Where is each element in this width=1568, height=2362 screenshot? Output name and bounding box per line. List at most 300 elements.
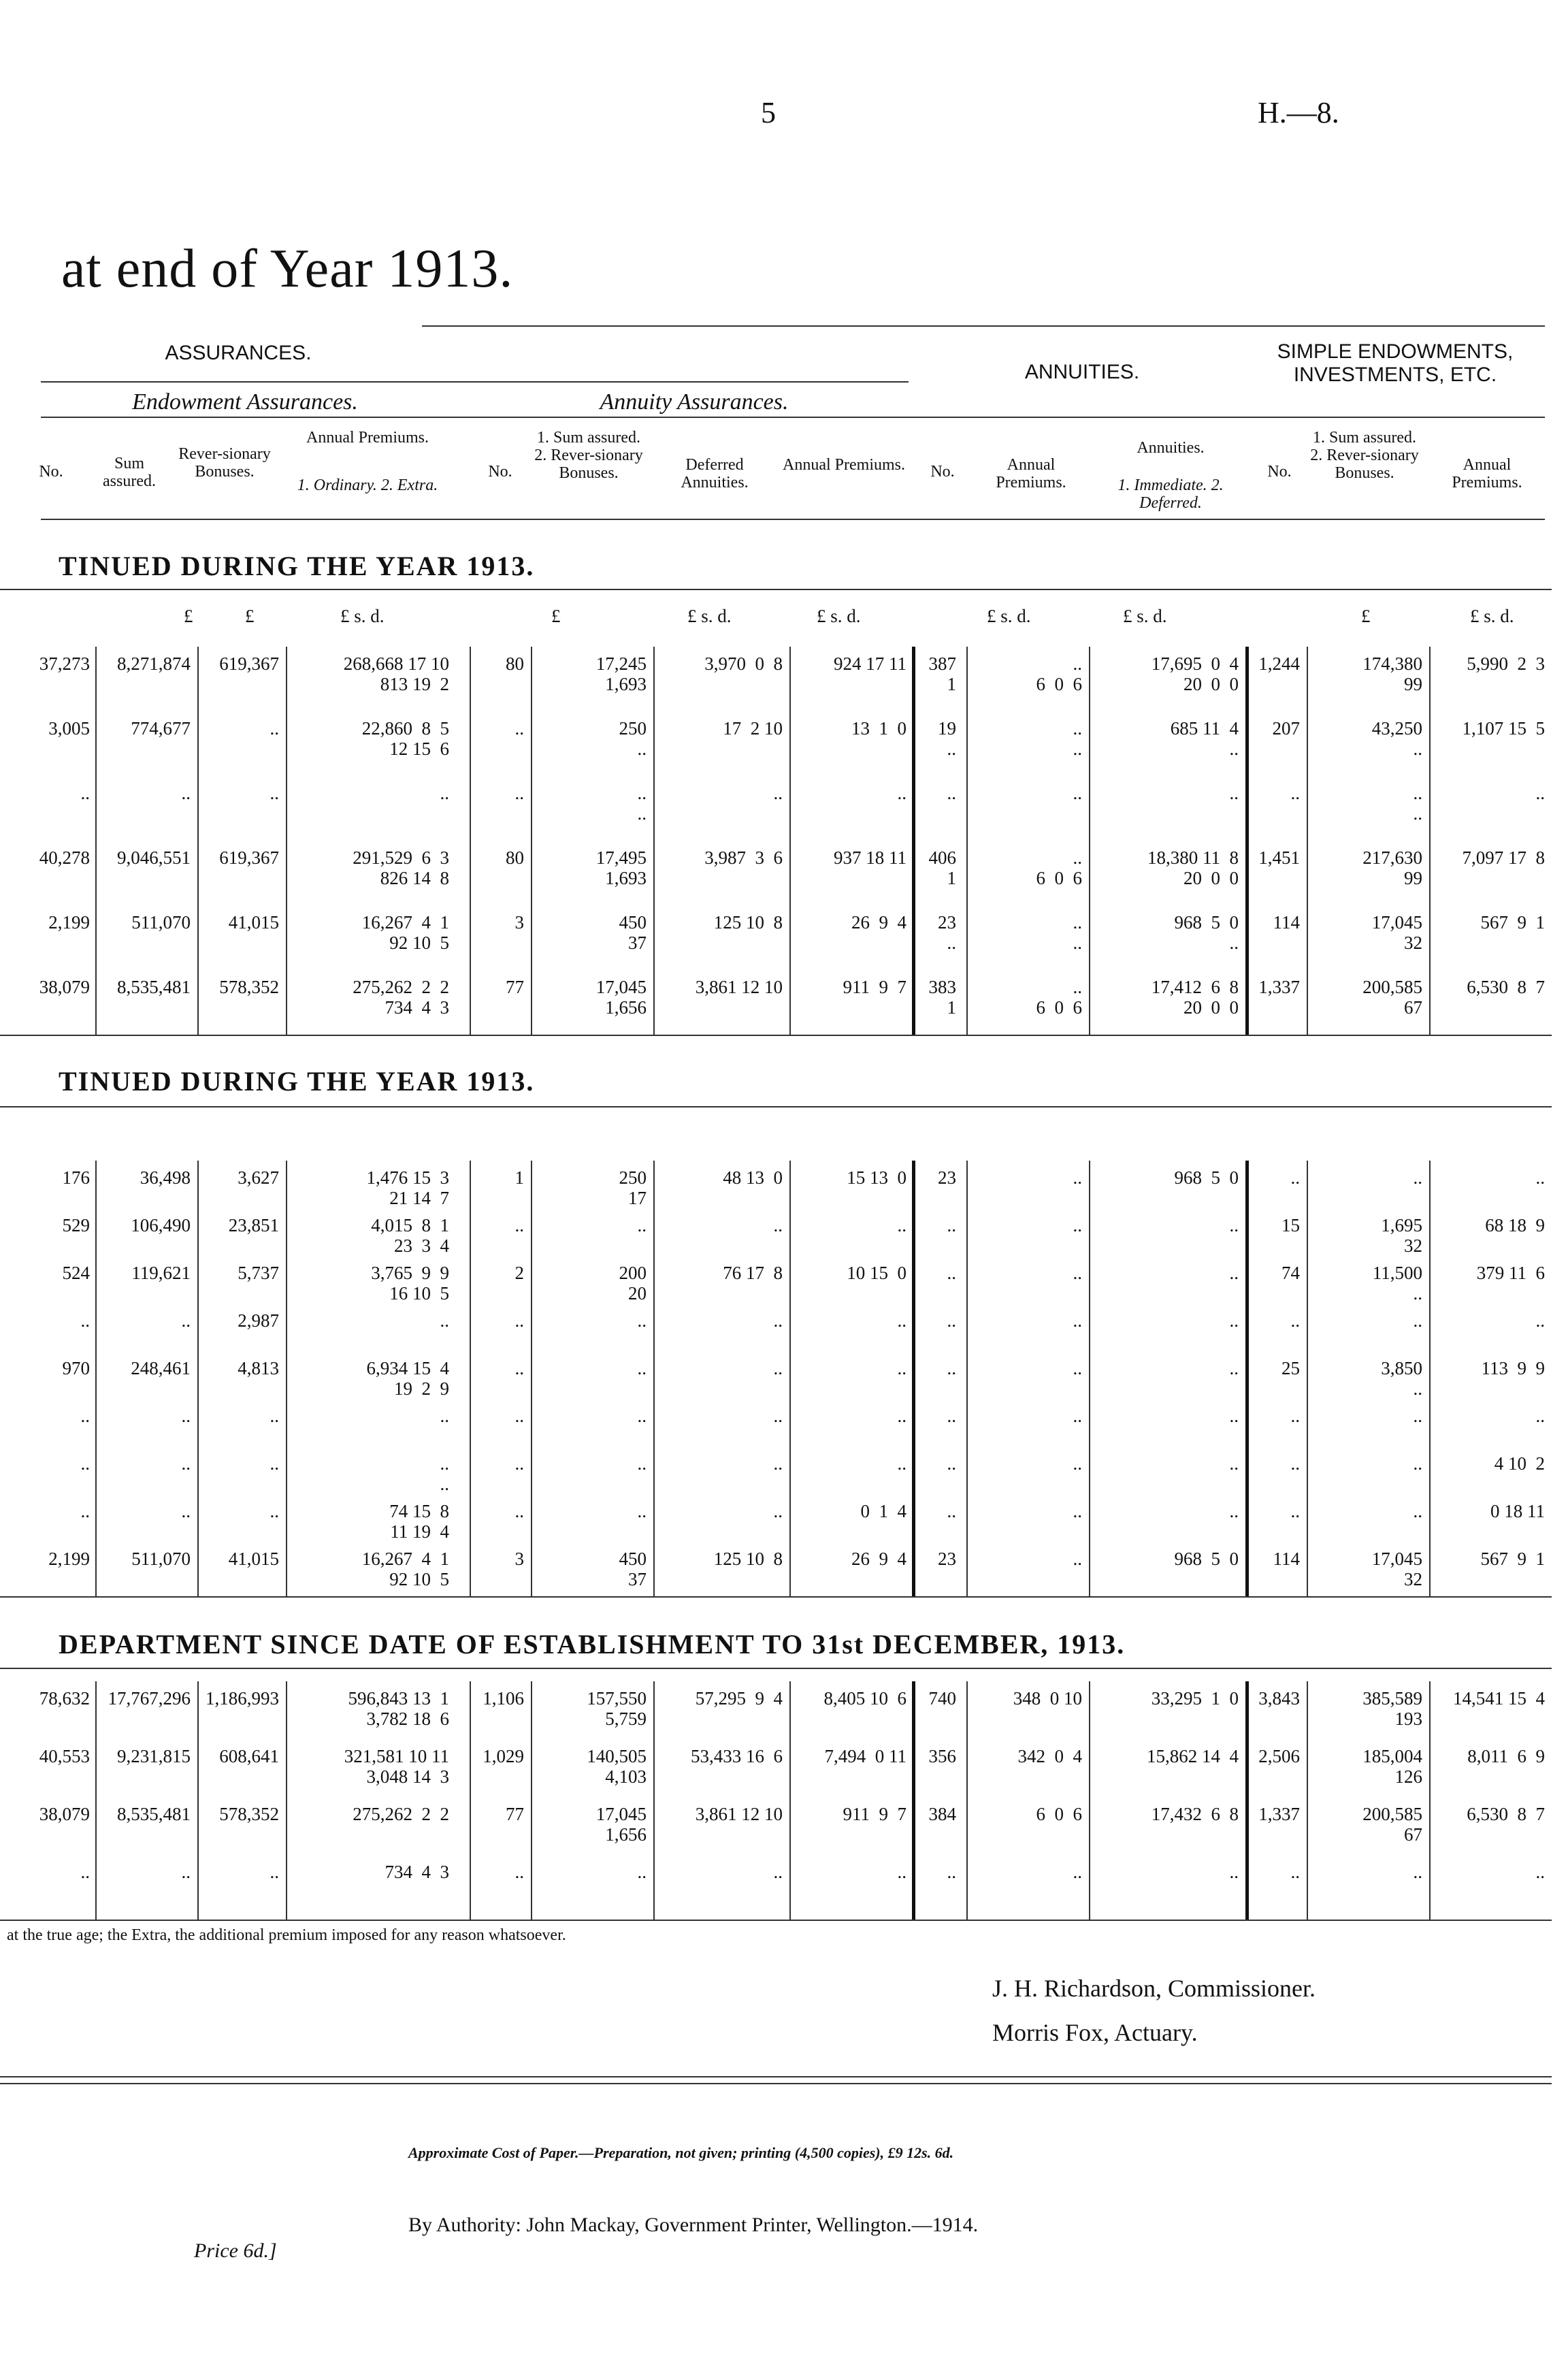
cell-premiums: 16,267 4 1 92 10 5	[361, 912, 449, 953]
cell-annuity-no: ..	[514, 1862, 524, 1882]
cell-annuity-sum: 250 ..	[619, 718, 647, 759]
cell-annuities: 17,432 6 8	[1151, 1804, 1239, 1824]
cell-annuity-sum: ..	[637, 1358, 647, 1378]
cell-sum-assured: ..	[181, 1406, 191, 1426]
cell-annuity-sum: 157,550 5,759	[587, 1688, 647, 1729]
cell-premiums: 275,262 2 2	[353, 1804, 449, 1824]
cell-annuities-no: ..	[947, 1862, 956, 1882]
column-divider	[531, 647, 532, 1035]
cell-annuity-no: ..	[514, 1310, 524, 1331]
cell-rev-bonuses: 5,737	[238, 1263, 279, 1283]
cell-rev-bonuses: 41,015	[228, 1549, 279, 1569]
column-divider	[470, 1161, 471, 1596]
cell-annuity-premiums: ..	[897, 1358, 906, 1378]
cell-annuity-no: ..	[514, 783, 524, 803]
col-deferred-annuities: Deferred Annuities.	[681, 456, 749, 491]
unit-label: £ s. d.	[1470, 606, 1514, 626]
cell-annuity-no: ..	[514, 1358, 524, 1378]
unit-label: £ s. d.	[987, 606, 1031, 626]
cell-premiums: ..	[440, 783, 449, 803]
cell-deferred: 76 17 8	[723, 1263, 783, 1283]
cell-simple-no: 2,506	[1258, 1746, 1300, 1766]
cell-annuities-no: 356	[928, 1746, 956, 1766]
cell-simple-sum: 1,695 32	[1381, 1215, 1422, 1256]
cell-simple-no: ..	[1290, 783, 1300, 803]
cell-simple-sum: 3,850 ..	[1381, 1358, 1422, 1399]
cell-premiums: 22,860 8 5 12 15 6	[361, 718, 449, 759]
cell-no: ..	[80, 1453, 90, 1474]
section-1-bottom-rule	[0, 1035, 1552, 1036]
col-no-simple: No.	[1267, 463, 1292, 481]
cell-annuity-premiums: ..	[897, 783, 906, 803]
cell-annuities-premiums: ..	[1073, 783, 1082, 803]
cell-simple-premiums: 6,530 8 7	[1467, 977, 1545, 997]
cost-of-paper: Approximate Cost of Paper.—Preparation, not given; printing (4,500 copies), £9 12s. 6d.	[408, 2144, 954, 2161]
col-simple-sum: 1. Sum assured. 2. Rever-sionary Bonuses.	[1310, 429, 1419, 482]
cell-simple-premiums: 8,011 6 9	[1467, 1746, 1545, 1766]
cell-annuities-no: 19 ..	[938, 718, 956, 759]
cell-annuities-no: ..	[947, 1501, 956, 1521]
cell-annuity-sum: ..	[637, 1406, 647, 1426]
cell-simple-sum: ..	[1413, 1862, 1422, 1882]
column-divider	[966, 1161, 968, 1596]
cell-sum-assured: 119,621	[131, 1263, 191, 1283]
col-no-annuities: No.	[930, 463, 955, 481]
column-divider	[1307, 1681, 1308, 1920]
cell-annuities-no: 740	[928, 1688, 956, 1709]
cell-annuity-sum: 17,045 1,656	[595, 977, 647, 1018]
cell-annuity-premiums: 911 9 7	[843, 1804, 906, 1824]
cell-simple-premiums: 5,990 2 3	[1467, 653, 1545, 674]
group-annuities: ANNUITIES.	[1024, 361, 1140, 383]
cell-annuity-premiums: 7,494 0 11	[824, 1746, 906, 1766]
cell-sum-assured: ..	[181, 783, 191, 803]
cell-sum-assured: 511,070	[131, 912, 191, 933]
column-divider	[197, 1681, 199, 1920]
cell-deferred: 125 10 8	[713, 1549, 783, 1569]
column-divider	[789, 647, 791, 1035]
cell-annuity-sum: 140,505 4,103	[587, 1746, 647, 1787]
cell-annuity-no: 2	[514, 1263, 524, 1283]
col-annual-premiums: Annual Premiums.	[306, 429, 429, 447]
cell-no: 37,273	[39, 653, 90, 674]
cell-premiums: ..	[440, 1406, 449, 1426]
cell-no: 2,199	[48, 1549, 90, 1569]
cell-simple-no: 1,451	[1258, 847, 1300, 868]
column-divider	[1089, 1161, 1090, 1596]
cell-no: ..	[80, 1310, 90, 1331]
cell-simple-no: ..	[1290, 1862, 1300, 1882]
cell-simple-sum: 385,589 193	[1362, 1688, 1422, 1729]
cell-sum-assured: 511,070	[131, 1549, 191, 1569]
column-divider	[286, 647, 287, 1035]
cell-annuity-sum: 450 37	[619, 912, 647, 953]
cell-annuities: 15,862 14 4	[1147, 1746, 1239, 1766]
cell-annuities-no: 406 1	[928, 847, 956, 888]
unit-label: £ s. d.	[687, 606, 732, 626]
cell-annuity-sum: ..	[637, 1215, 647, 1235]
signature-actuary: Morris Fox, Actuary.	[992, 2019, 1198, 2046]
cell-simple-no: 114	[1273, 912, 1300, 933]
section-3-rule	[0, 1668, 1552, 1669]
cell-no: 970	[62, 1358, 90, 1378]
cell-simple-no: ..	[1290, 1167, 1300, 1188]
cell-rev-bonuses: ..	[270, 1406, 279, 1426]
column-divider	[531, 1161, 532, 1596]
cell-simple-sum: 200,585 67	[1362, 977, 1422, 1018]
cell-annuities: 18,380 11 8 20 0 0	[1147, 847, 1239, 888]
cell-no: 3,005	[48, 718, 90, 739]
unit-label: £ s. d.	[340, 606, 385, 626]
cell-annuities: ..	[1229, 1215, 1239, 1235]
cell-sum-assured: 9,231,815	[117, 1746, 191, 1766]
column-divider	[1089, 647, 1090, 1035]
column-divider	[286, 1161, 287, 1596]
group-endowment-assurances: Endowment Assurances.	[132, 389, 358, 415]
cell-deferred: ..	[773, 1215, 783, 1235]
unit-label: £ s. d.	[817, 606, 861, 626]
cell-rev-bonuses: 23,851	[228, 1215, 279, 1235]
col-sum-assured: Sum assured.	[103, 455, 156, 490]
printer-authority: By Authority: John Mackay, Government Printer, Wellington.—1914.	[408, 2214, 979, 2236]
cell-simple-no: 3,843	[1258, 1688, 1300, 1709]
cell-annuities: ..	[1229, 783, 1239, 803]
column-divider	[789, 1681, 791, 1920]
cell-annuities-no: 383 1	[928, 977, 956, 1018]
cell-annuity-no: 80	[506, 847, 524, 868]
column-divider	[286, 1681, 287, 1920]
unit-label: £	[551, 606, 561, 626]
cell-deferred: 17 2 10	[723, 718, 783, 739]
cell-sum-assured: 36,498	[140, 1167, 191, 1188]
cell-simple-no: 207	[1272, 718, 1300, 739]
cell-sum-assured: 8,535,481	[117, 1804, 191, 1824]
cell-annuities-no: ..	[947, 1215, 956, 1235]
cell-premiums: ..	[440, 1310, 449, 1331]
cell-simple-premiums: ..	[1535, 1406, 1545, 1426]
section-heading-3: DEPARTMENT SINCE DATE OF ESTABLISHMENT TO 31st DECEMBER, 1913.	[59, 1629, 1126, 1660]
cell-rev-bonuses: 1,186,993	[206, 1688, 279, 1709]
cell-annuities-premiums: 342 0 4	[1017, 1746, 1082, 1766]
col-sum-bonus: 1. Sum assured. 2. Rever-sionary Bonuses.	[534, 429, 643, 482]
cell-simple-premiums: 113 9 9	[1481, 1358, 1545, 1378]
cell-deferred: ..	[773, 1310, 783, 1331]
cell-simple-sum: ..	[1413, 1453, 1422, 1474]
header-sub-rule	[41, 417, 1545, 418]
cell-annuities: 968 5 0 ..	[1174, 912, 1239, 953]
cell-simple-sum: ..	[1413, 1406, 1422, 1426]
cell-simple-no: 74	[1281, 1263, 1300, 1283]
cell-annuity-no: ..	[514, 1453, 524, 1474]
cell-premiums: 74 15 8 11 19 4	[389, 1501, 449, 1542]
cell-simple-no: 25	[1281, 1358, 1300, 1378]
cell-annuity-sum: ..	[637, 1310, 647, 1331]
cell-annuity-no: 80	[506, 653, 524, 674]
unit-label: £	[245, 606, 255, 626]
unit-label: £	[1361, 606, 1371, 626]
cell-simple-premiums: 379 11 6	[1476, 1263, 1545, 1283]
cell-rev-bonuses: 2,987	[238, 1310, 279, 1331]
cell-annuity-premiums: 937 18 11	[834, 847, 906, 868]
cell-annuities-premiums: .. 6 0 6	[1036, 847, 1082, 888]
cell-rev-bonuses: ..	[270, 1453, 279, 1474]
footer-rule-1	[0, 2076, 1552, 2077]
column-divider	[1089, 1681, 1090, 1920]
cell-annuity-sum: 200 20	[619, 1263, 647, 1304]
cell-sum-assured: ..	[181, 1862, 191, 1882]
column-divider	[653, 1161, 655, 1596]
cell-no: 529	[62, 1215, 90, 1235]
cell-premiums: 16,267 4 1 92 10 5	[361, 1549, 449, 1589]
cell-annuities: 17,412 6 8 20 0 0	[1151, 977, 1239, 1018]
cell-deferred: 53,433 16 6	[691, 1746, 783, 1766]
cell-annuities: 33,295 1 0	[1151, 1688, 1239, 1709]
cell-simple-no: ..	[1290, 1310, 1300, 1331]
cell-simple-premiums: 1,107 15 5	[1462, 718, 1545, 739]
cell-simple-premiums: 68 18 9	[1485, 1215, 1545, 1235]
cell-annuity-no: ..	[514, 1501, 524, 1521]
column-divider	[789, 1161, 791, 1596]
cell-annuities-no: ..	[947, 1406, 956, 1426]
col-simple-premiums: Annual Premiums.	[1452, 456, 1522, 491]
cell-annuity-no: ..	[514, 1406, 524, 1426]
cell-annuity-premiums: 13 1 0	[851, 718, 906, 739]
cell-simple-sum: .. ..	[1413, 783, 1422, 824]
cell-sum-assured: 248,461	[131, 1358, 191, 1378]
cell-premiums: 6,934 15 4 19 2 9	[366, 1358, 449, 1399]
col-no: No.	[39, 463, 63, 481]
cell-annuity-premiums: 26 9 4	[851, 912, 906, 933]
cell-annuity-premiums: 911 9 7	[843, 977, 906, 997]
cell-simple-premiums: ..	[1535, 1167, 1545, 1188]
col-annuity-types: 1. Immediate. 2. Deferred.	[1117, 476, 1224, 512]
cell-rev-bonuses: 608,641	[219, 1746, 279, 1766]
col-annuity-premiums: Annual Premiums.	[996, 456, 1066, 491]
cell-annuities-premiums: 6 0 6	[1036, 1804, 1082, 1824]
cell-deferred: ..	[773, 1406, 783, 1426]
cell-annuity-sum: 17,495 1,693	[595, 847, 647, 888]
col-no-annuity: No.	[488, 463, 512, 481]
cell-simple-premiums: ..	[1535, 1862, 1545, 1882]
cell-simple-premiums: ..	[1535, 1310, 1545, 1331]
header-bottom-rule	[41, 519, 1545, 520]
cell-annuities-premiums: ..	[1073, 1167, 1082, 1188]
cell-premiums: 4,015 8 1 23 3 4	[371, 1215, 449, 1256]
cell-simple-premiums: 4 10 2	[1494, 1453, 1545, 1474]
footnote: at the true age; the Extra, the additional premium imposed for any reason whatsoever.	[7, 1926, 566, 1944]
cell-deferred: 3,970 0 8	[704, 653, 783, 674]
cell-annuities-premiums: 348 0 10	[1013, 1688, 1082, 1709]
cell-simple-sum: 43,250 ..	[1371, 718, 1422, 759]
cell-simple-no: 114	[1273, 1549, 1300, 1569]
cell-annuities-no: ..	[947, 1263, 956, 1283]
cell-annuities-premiums: ..	[1073, 1862, 1082, 1882]
column-divider	[1245, 1161, 1249, 1596]
cell-sum-assured: ..	[181, 1453, 191, 1474]
cell-annuity-no: ..	[514, 718, 524, 739]
cell-simple-no: 1,244	[1258, 653, 1300, 674]
cell-annuity-premiums: 0 1 4	[860, 1501, 906, 1521]
cell-simple-sum: 185,004 126	[1362, 1746, 1422, 1787]
cell-annuity-premiums: 15 13 0	[847, 1167, 906, 1188]
cell-rev-bonuses: 578,352	[219, 977, 279, 997]
column-divider	[197, 647, 199, 1035]
cell-annuities-no: 23 ..	[938, 912, 956, 953]
column-divider	[1245, 1681, 1249, 1920]
cell-annuity-no: 3	[514, 1549, 524, 1569]
cell-no: 40,278	[39, 847, 90, 868]
cell-annuities: ..	[1229, 1358, 1239, 1378]
cell-annuity-no: ..	[514, 1215, 524, 1235]
cell-premiums: 268,668 17 10 813 19 2	[343, 653, 449, 694]
cell-annuities-premiums: .. 6 0 6	[1036, 977, 1082, 1018]
cell-rev-bonuses: ..	[270, 1862, 279, 1882]
signature-commissioner: J. H. Richardson, Commissioner.	[992, 1975, 1316, 2002]
group-annuity-assurances: Annuity Assurances.	[600, 389, 789, 415]
unit-label: £	[184, 606, 193, 626]
column-divider	[1307, 1161, 1308, 1596]
cell-deferred: 125 10 8	[713, 912, 783, 933]
cell-annuity-sum: ..	[637, 1501, 647, 1521]
page-title: at end of Year 1913.	[61, 239, 514, 299]
cell-annuities-premiums: .. 6 0 6	[1036, 653, 1082, 694]
section-3-bottom-rule	[0, 1920, 1552, 1921]
cell-sum-assured: 17,767,296	[108, 1688, 191, 1709]
cell-annuities-premiums: ..	[1073, 1549, 1082, 1569]
cell-annuities: 968 5 0	[1174, 1549, 1239, 1569]
cell-annuities: 17,695 0 4 20 0 0	[1151, 653, 1239, 694]
column-divider	[1429, 1161, 1431, 1596]
cell-deferred: 3,861 12 10	[695, 977, 783, 997]
cell-premiums: 1,476 15 3 21 14 7	[366, 1167, 449, 1208]
cell-simple-no: ..	[1290, 1406, 1300, 1426]
cell-annuity-premiums: 8,405 10 6	[823, 1688, 906, 1709]
cell-annuities-no: 384	[928, 1804, 956, 1824]
col-premium-types: 1. Ordinary. 2. Extra.	[297, 476, 438, 494]
header-top-rule	[422, 325, 1545, 327]
cell-annuities-premiums: ..	[1073, 1310, 1082, 1331]
cell-simple-sum: ..	[1413, 1310, 1422, 1331]
group-simple-endowments: SIMPLE ENDOWMENTS, INVESTMENTS, ETC.	[1277, 340, 1514, 386]
cell-no: 38,079	[39, 977, 90, 997]
cell-annuity-premiums: ..	[897, 1215, 906, 1235]
cell-simple-sum: ..	[1413, 1167, 1422, 1188]
section-2-bottom-rule	[0, 1596, 1552, 1598]
cell-annuity-premiums: ..	[897, 1862, 906, 1882]
cell-simple-sum: 200,585 67	[1362, 1804, 1422, 1845]
cell-annuity-sum: ..	[637, 1453, 647, 1474]
cell-annuities-premiums: ..	[1073, 1358, 1082, 1378]
cell-annuity-sum: 17,245 1,693	[595, 653, 647, 694]
document-reference: H.—8.	[1258, 96, 1339, 129]
cell-annuity-sum: 450 37	[619, 1549, 647, 1589]
cell-rev-bonuses: 3,627	[238, 1167, 279, 1188]
cell-annuities: ..	[1229, 1501, 1239, 1521]
cell-deferred: 3,987 3 6	[704, 847, 783, 868]
cell-simple-sum: 17,045 32	[1371, 912, 1422, 953]
column-divider	[95, 647, 97, 1035]
cell-rev-bonuses: 578,352	[219, 1804, 279, 1824]
cell-annuity-premiums: 10 15 0	[847, 1263, 906, 1283]
column-divider	[470, 647, 471, 1035]
cell-no: ..	[80, 1406, 90, 1426]
cell-rev-bonuses: 4,813	[238, 1358, 279, 1378]
cell-simple-premiums: 567 9 1	[1480, 912, 1545, 933]
cell-premiums: 321,581 10 11 3,048 14 3	[344, 1746, 449, 1787]
cell-annuity-no: 77	[506, 1804, 524, 1824]
cell-annuity-no: 3	[514, 912, 524, 933]
cell-annuities-premiums: ..	[1073, 1453, 1082, 1474]
header-group-rule	[41, 381, 909, 383]
column-divider	[95, 1161, 97, 1596]
cell-annuity-sum: ..	[637, 1862, 647, 1882]
cell-simple-sum: 11,500 ..	[1372, 1263, 1422, 1304]
cell-annuity-sum: .. ..	[637, 783, 647, 824]
cell-deferred: ..	[773, 1501, 783, 1521]
cell-simple-premiums: 567 9 1	[1480, 1549, 1545, 1569]
cell-deferred: 3,861 12 10	[695, 1804, 783, 1824]
column-divider	[912, 1161, 915, 1596]
section-heading-2: TINUED DURING THE YEAR 1913.	[59, 1066, 535, 1097]
cell-annuity-sum: 17,045 1,656	[595, 1804, 647, 1845]
cell-sum-assured: 9,046,551	[117, 847, 191, 868]
column-divider	[1245, 647, 1249, 1035]
cell-simple-premiums: ..	[1535, 783, 1545, 803]
cell-no: 78,632	[39, 1688, 90, 1709]
cell-annuity-premiums: 26 9 4	[851, 1549, 906, 1569]
cell-annuities-premiums: .. ..	[1073, 912, 1082, 953]
col-reversionary-bonuses: Rever-sionary Bonuses.	[178, 445, 271, 481]
cell-sum-assured: ..	[181, 1501, 191, 1521]
col-annual-premiums-2: Annual Premiums.	[783, 456, 905, 474]
cell-annuities-no: 23	[938, 1167, 956, 1188]
cell-annuities: ..	[1229, 1862, 1239, 1882]
column-divider	[1429, 1681, 1431, 1920]
column-divider	[470, 1681, 471, 1920]
column-divider	[1429, 647, 1431, 1035]
cell-annuities: ..	[1229, 1453, 1239, 1474]
cell-simple-premiums: 14,541 15 4	[1453, 1688, 1545, 1709]
cell-simple-no: 15	[1281, 1215, 1300, 1235]
cell-annuity-no: 1	[514, 1167, 524, 1188]
cell-annuities: ..	[1229, 1406, 1239, 1426]
cell-deferred: ..	[773, 1453, 783, 1474]
page-number: 5	[761, 96, 776, 129]
cell-annuities-no: 23	[938, 1549, 956, 1569]
cell-sum-assured: ..	[181, 1310, 191, 1331]
cell-simple-premiums: 0 18 11	[1490, 1501, 1545, 1521]
cell-premiums: .. ..	[440, 1453, 449, 1494]
cell-deferred: 48 13 0	[723, 1167, 783, 1188]
cell-no: 176	[62, 1167, 90, 1188]
cell-annuities-premiums: .. ..	[1073, 718, 1082, 759]
col-annuities: Annuities.	[1137, 439, 1205, 457]
column-divider	[653, 647, 655, 1035]
column-divider	[912, 1681, 915, 1920]
section-heading-1: TINUED DURING THE YEAR 1913.	[59, 551, 535, 581]
cell-premiums: 734 4 3	[385, 1862, 449, 1882]
cell-annuities-no: 387 1	[928, 653, 956, 694]
cell-simple-no: ..	[1290, 1501, 1300, 1521]
cell-simple-no: 1,337	[1258, 977, 1300, 997]
cell-no: ..	[80, 1501, 90, 1521]
cell-sum-assured: 8,535,481	[117, 977, 191, 997]
cell-deferred: ..	[773, 1862, 783, 1882]
column-divider	[197, 1161, 199, 1596]
cell-simple-sum: 174,380 99	[1362, 653, 1422, 694]
cell-simple-no: ..	[1290, 1453, 1300, 1474]
cell-annuities: ..	[1229, 1263, 1239, 1283]
